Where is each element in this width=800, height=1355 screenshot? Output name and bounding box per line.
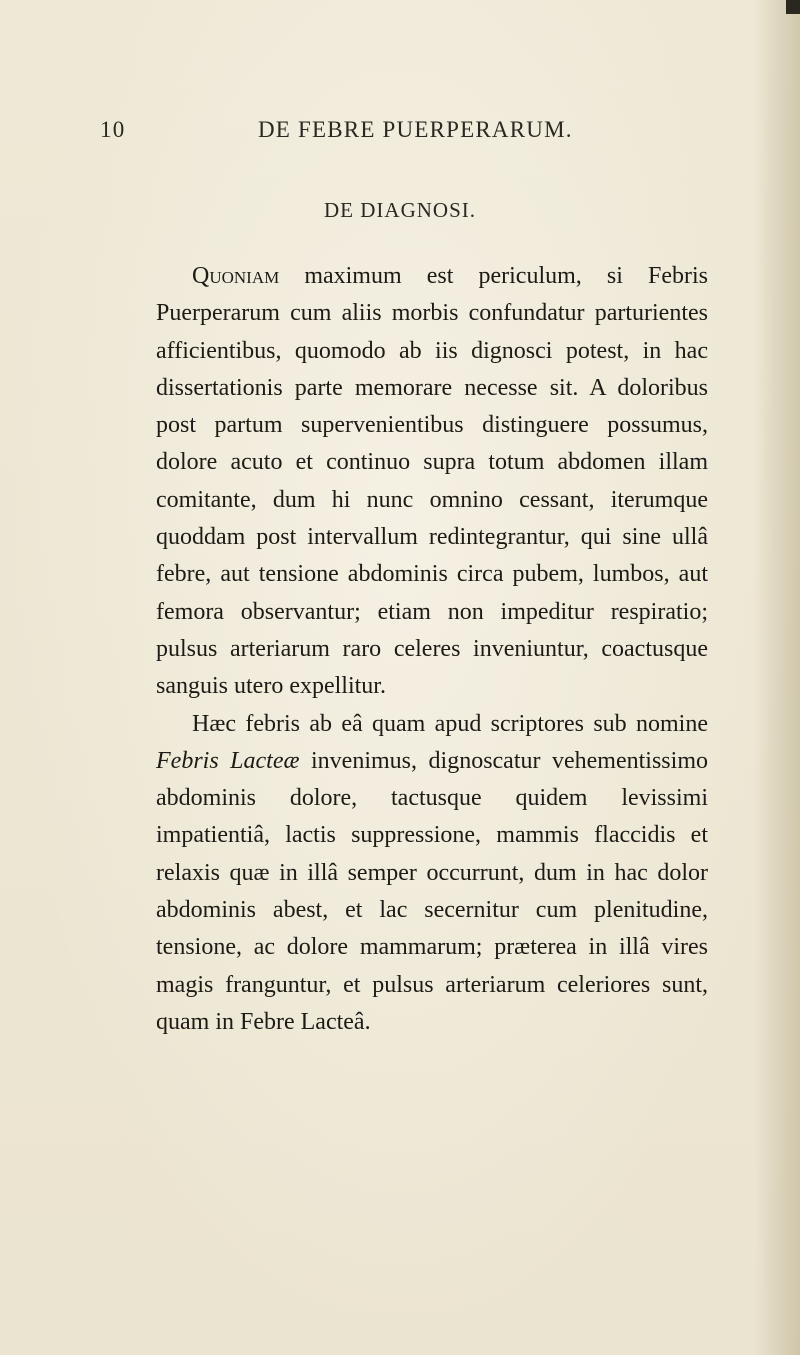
- running-title: DE FEBRE PUERPERARUM.: [258, 117, 573, 142]
- italic-term: Febris Lacteæ: [156, 747, 300, 774]
- section-title: DE DIAGNOSI.: [324, 198, 476, 222]
- page-number: 10: [100, 117, 126, 142]
- paragraph: [156, 258, 708, 706]
- paragraph: [156, 706, 708, 1042]
- paragraph-text: invenimus, dignoscatur vehementissimo abdominis dolore, tactusque quidem levissimi impatientiâ, lactis suppressione, mammis flaccidis et relaxis quæ in illâ semper occurrunt, dum in hac dolor abdominis abest, et lac secernitur cum plenitudine, tensione, ac dolore mammarum; præterea in illâ vires magis franguntur, et pulsus arteriarum celeriores sunt, quam in Febre Lacteâ.: [156, 747, 708, 1035]
- paragraph-text: Hæc febris ab eâ quam apud scriptores sub nomine: [192, 710, 708, 737]
- paragraph-text: maximum est periculum, si Febris Puerperarum cum aliis morbis confundatur parturientes afficientibus, quomodo ab iis dignosci potest, in hac dissertationis parte memorare necesse sit. A doloribus post partum supervenientibus distinguere possumus, dolore acuto et continuo supra totum abdomen illam comitante, dum hi nunc omnino cessant, iterumque quoddam post intervallum redintegrantur, qui sine ullâ febre, aut tensione abdominis circa pubem, lumbos, aut femora observantur; etiam non impeditur respiratio; pulsus arteriarum raro celeres inveniuntur, coactusque sanguis utero expellitur.: [156, 263, 708, 700]
- scan-corner: [786, 0, 800, 14]
- running-header: [100, 117, 720, 147]
- lead-word: Quoniam: [192, 263, 280, 289]
- body-text: [156, 258, 708, 1041]
